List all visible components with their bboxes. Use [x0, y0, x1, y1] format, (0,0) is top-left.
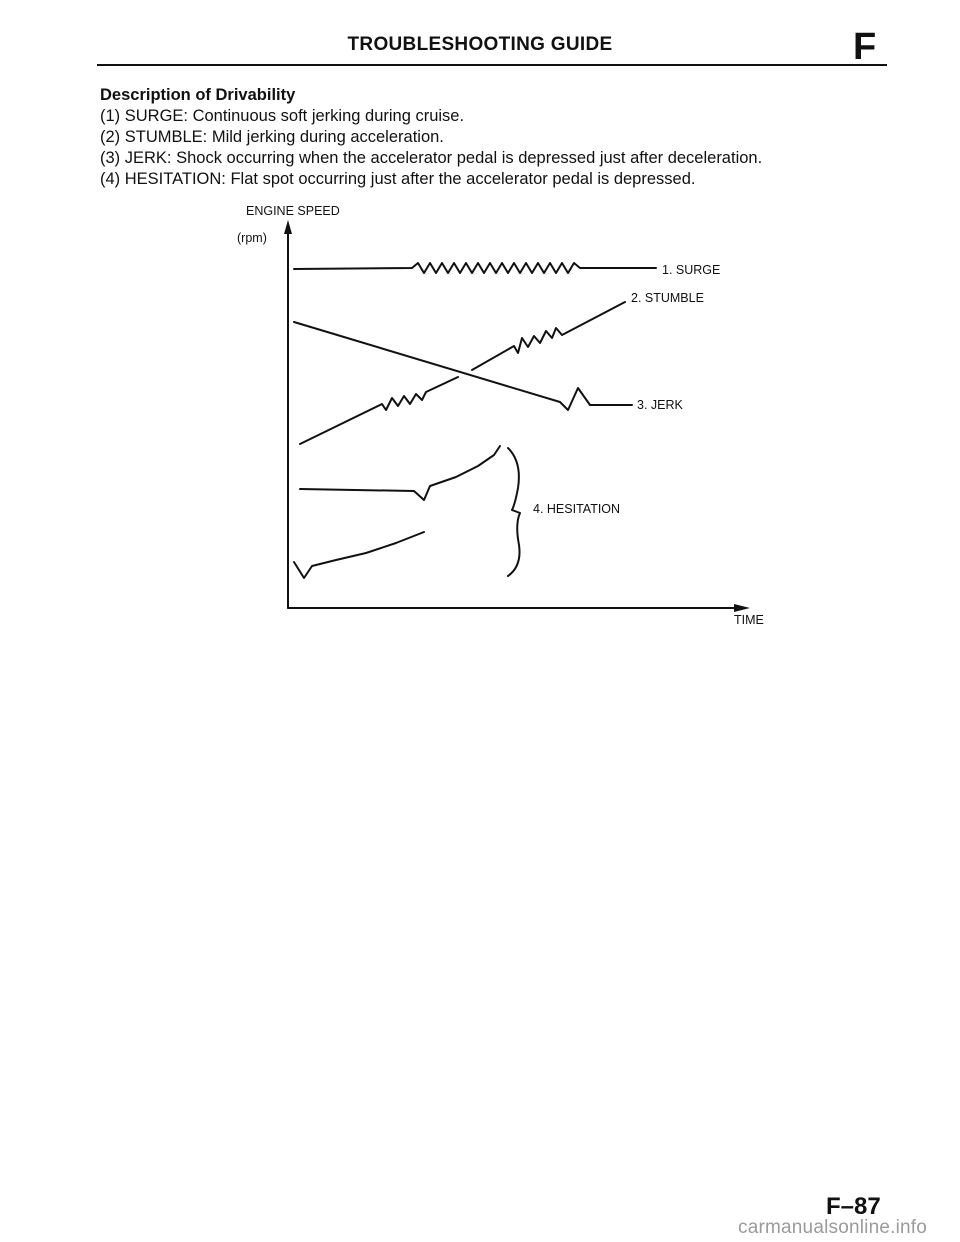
watermark: carmanualsonline.info	[738, 1217, 928, 1238]
description-item-hesitation: (4) HESITATION: Flat spot occurring just after the accelerator pedal is depressed.	[100, 170, 696, 188]
hesitation-brace	[508, 448, 520, 576]
jerk-curve	[294, 322, 632, 410]
description-heading: Description of Drivability	[100, 86, 296, 104]
surge-label: 1. SURGE	[662, 263, 721, 277]
x-axis-label: TIME	[734, 613, 764, 627]
stumble-label: 2. STUMBLE	[631, 291, 704, 305]
page-number: F–87	[826, 1193, 881, 1220]
y-axis	[284, 220, 292, 608]
jerk-label: 3. JERK	[637, 398, 683, 412]
hesitation-curve	[294, 446, 500, 578]
description-item-stumble: (2) STUMBLE: Mild jerking during acceleration.	[100, 128, 444, 146]
description-item-surge: (1) SURGE: Continuous soft jerking during cruise.	[100, 107, 465, 125]
description-item-jerk: (3) JERK: Shock occurring when the accelerator pedal is depressed just after deceleration.	[100, 149, 763, 167]
hesitation-label: 4. HESITATION	[533, 502, 621, 516]
x-axis-arrow-icon	[734, 604, 750, 612]
y-axis-label: ENGINE SPEED	[246, 204, 340, 218]
page-title: TROUBLESHOOTING GUIDE	[347, 34, 613, 55]
x-axis	[288, 604, 750, 612]
section-letter: F	[853, 26, 877, 68]
surge-curve	[294, 263, 656, 273]
y-axis-unit: (rpm)	[237, 231, 267, 245]
y-axis-arrow-icon	[284, 220, 292, 234]
